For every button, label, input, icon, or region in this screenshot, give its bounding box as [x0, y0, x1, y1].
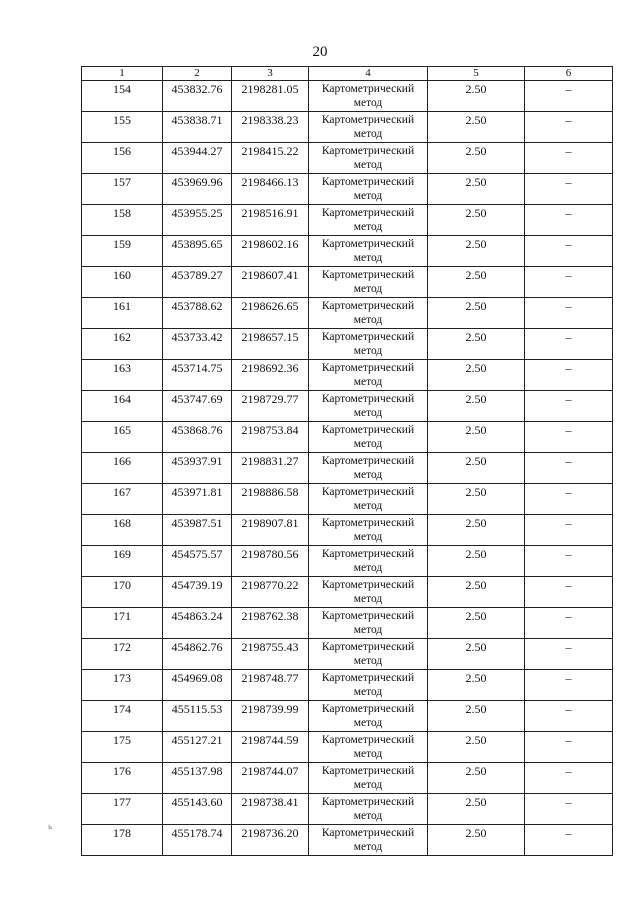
method-cell: Картометрический метод — [309, 205, 428, 236]
column-header-6: 6 — [525, 67, 613, 81]
point-number-cell: 174 — [82, 701, 163, 732]
table-row — [82, 825, 613, 856]
table-row — [82, 112, 613, 143]
accuracy-cell: 2.50 — [428, 112, 525, 143]
method-cell: Картометрический метод — [309, 143, 428, 174]
x-coordinate-cell: 454863.24 — [163, 608, 232, 639]
point-number-cell: 154 — [82, 81, 163, 112]
method-cell: Картометрический метод — [309, 112, 428, 143]
table-row — [82, 577, 613, 608]
y-coordinate-cell: 2198692.36 — [232, 360, 309, 391]
y-coordinate-cell: 2198748.77 — [232, 670, 309, 701]
x-coordinate-cell: 453832.76 — [163, 81, 232, 112]
accuracy-cell: 2.50 — [428, 484, 525, 515]
y-coordinate-cell: 2198780.56 — [232, 546, 309, 577]
y-coordinate-cell: 2198831.27 — [232, 453, 309, 484]
y-coordinate-cell: 2198736.20 — [232, 825, 309, 856]
accuracy-cell: 2.50 — [428, 732, 525, 763]
description-cell: – — [525, 267, 613, 298]
description-cell: – — [525, 422, 613, 453]
description-cell: – — [525, 236, 613, 267]
description-cell: – — [525, 794, 613, 825]
point-number-cell: 167 — [82, 484, 163, 515]
point-number-cell: 163 — [82, 360, 163, 391]
x-coordinate-cell: 453789.27 — [163, 267, 232, 298]
table-body — [82, 81, 613, 856]
y-coordinate-cell: 2198516.91 — [232, 205, 309, 236]
accuracy-cell: 2.50 — [428, 825, 525, 856]
point-number-cell: 170 — [82, 577, 163, 608]
method-cell: Картометрический метод — [309, 484, 428, 515]
table-row — [82, 608, 613, 639]
description-cell: – — [525, 763, 613, 794]
accuracy-cell: 2.50 — [428, 763, 525, 794]
x-coordinate-cell: 453714.75 — [163, 360, 232, 391]
accuracy-cell: 2.50 — [428, 329, 525, 360]
accuracy-cell: 2.50 — [428, 515, 525, 546]
accuracy-cell: 2.50 — [428, 267, 525, 298]
table-row — [82, 143, 613, 174]
x-coordinate-cell: 455115.53 — [163, 701, 232, 732]
method-cell: Картометрический метод — [309, 391, 428, 422]
y-coordinate-cell: 2198907.81 — [232, 515, 309, 546]
point-number-cell: 160 — [82, 267, 163, 298]
point-number-cell: 164 — [82, 391, 163, 422]
table-row — [82, 546, 613, 577]
description-cell: – — [525, 546, 613, 577]
accuracy-cell: 2.50 — [428, 453, 525, 484]
point-number-cell: 157 — [82, 174, 163, 205]
accuracy-cell: 2.50 — [428, 298, 525, 329]
x-coordinate-cell: 454969.08 — [163, 670, 232, 701]
y-coordinate-cell: 2198466.13 — [232, 174, 309, 205]
table-row — [82, 453, 613, 484]
accuracy-cell: 2.50 — [428, 422, 525, 453]
point-number-cell: 166 — [82, 453, 163, 484]
point-number-cell: 162 — [82, 329, 163, 360]
x-coordinate-cell: 453788.62 — [163, 298, 232, 329]
description-cell: – — [525, 639, 613, 670]
x-coordinate-cell: 453747.69 — [163, 391, 232, 422]
point-number-cell: 173 — [82, 670, 163, 701]
point-number-cell: 168 — [82, 515, 163, 546]
method-cell: Картометрический метод — [309, 670, 428, 701]
description-cell: – — [525, 701, 613, 732]
description-cell: – — [525, 608, 613, 639]
accuracy-cell: 2.50 — [428, 794, 525, 825]
description-cell: – — [525, 81, 613, 112]
y-coordinate-cell: 2198770.22 — [232, 577, 309, 608]
y-coordinate-cell: 2198739.99 — [232, 701, 309, 732]
column-header-3: 3 — [232, 67, 309, 81]
description-cell: – — [525, 205, 613, 236]
accuracy-cell: 2.50 — [428, 236, 525, 267]
accuracy-cell: 2.50 — [428, 360, 525, 391]
description-cell: – — [525, 391, 613, 422]
method-cell: Картометрический метод — [309, 546, 428, 577]
y-coordinate-cell: 2198626.65 — [232, 298, 309, 329]
x-coordinate-cell: 453733.42 — [163, 329, 232, 360]
x-coordinate-cell: 453955.25 — [163, 205, 232, 236]
description-cell: – — [525, 174, 613, 205]
x-coordinate-cell: 453971.81 — [163, 484, 232, 515]
method-cell: Картометрический метод — [309, 732, 428, 763]
point-number-cell: 156 — [82, 143, 163, 174]
method-cell: Картометрический метод — [309, 825, 428, 856]
table-row — [82, 391, 613, 422]
table-row — [82, 205, 613, 236]
method-cell: Картометрический метод — [309, 360, 428, 391]
table-row — [82, 763, 613, 794]
y-coordinate-cell: 2198744.59 — [232, 732, 309, 763]
point-number-cell: 159 — [82, 236, 163, 267]
x-coordinate-cell: 453838.71 — [163, 112, 232, 143]
y-coordinate-cell: 2198338.23 — [232, 112, 309, 143]
point-number-cell: 165 — [82, 422, 163, 453]
accuracy-cell: 2.50 — [428, 143, 525, 174]
point-number-cell: 172 — [82, 639, 163, 670]
table-row — [82, 329, 613, 360]
point-number-cell: 158 — [82, 205, 163, 236]
point-number-cell: 161 — [82, 298, 163, 329]
x-coordinate-cell: 454575.57 — [163, 546, 232, 577]
y-coordinate-cell: 2198744.07 — [232, 763, 309, 794]
x-coordinate-cell: 453987.51 — [163, 515, 232, 546]
method-cell: Картометрический метод — [309, 422, 428, 453]
point-number-cell: 169 — [82, 546, 163, 577]
point-number-cell: 178 — [82, 825, 163, 856]
y-coordinate-cell: 2198886.58 — [232, 484, 309, 515]
table-row — [82, 267, 613, 298]
point-number-cell: 171 — [82, 608, 163, 639]
method-cell: Картометрический метод — [309, 329, 428, 360]
description-cell: – — [525, 143, 613, 174]
y-coordinate-cell: 2198755.43 — [232, 639, 309, 670]
method-cell: Картометрический метод — [309, 701, 428, 732]
column-header-1: 1 — [82, 67, 163, 81]
y-coordinate-cell: 2198415.22 — [232, 143, 309, 174]
method-cell: Картометрический метод — [309, 267, 428, 298]
column-header-5: 5 — [428, 67, 525, 81]
point-number-cell: 175 — [82, 732, 163, 763]
accuracy-cell: 2.50 — [428, 670, 525, 701]
description-cell: – — [525, 329, 613, 360]
description-cell: – — [525, 825, 613, 856]
description-cell: – — [525, 577, 613, 608]
method-cell: Картометрический метод — [309, 174, 428, 205]
accuracy-cell: 2.50 — [428, 391, 525, 422]
description-cell: – — [525, 298, 613, 329]
accuracy-cell: 2.50 — [428, 546, 525, 577]
y-coordinate-cell: 2198607.41 — [232, 267, 309, 298]
description-cell: – — [525, 112, 613, 143]
coordinates-table — [81, 66, 613, 856]
description-cell: – — [525, 732, 613, 763]
y-coordinate-cell: 2198753.84 — [232, 422, 309, 453]
y-coordinate-cell: 2198738.41 — [232, 794, 309, 825]
x-coordinate-cell: 455178.74 — [163, 825, 232, 856]
x-coordinate-cell: 455137.98 — [163, 763, 232, 794]
description-cell: – — [525, 360, 613, 391]
x-coordinate-cell: 453868.76 — [163, 422, 232, 453]
accuracy-cell: 2.50 — [428, 608, 525, 639]
x-coordinate-cell: 453895.65 — [163, 236, 232, 267]
column-header-2: 2 — [163, 67, 232, 81]
table-row — [82, 298, 613, 329]
table-row — [82, 360, 613, 391]
x-coordinate-cell: 453969.96 — [163, 174, 232, 205]
description-cell: – — [525, 453, 613, 484]
x-coordinate-cell: 454739.19 — [163, 577, 232, 608]
y-coordinate-cell: 2198281.05 — [232, 81, 309, 112]
y-coordinate-cell: 2198762.38 — [232, 608, 309, 639]
x-coordinate-cell: 455143.60 — [163, 794, 232, 825]
y-coordinate-cell: 2198657.15 — [232, 329, 309, 360]
description-cell: – — [525, 515, 613, 546]
accuracy-cell: 2.50 — [428, 205, 525, 236]
table-header-row — [82, 67, 613, 81]
table-row — [82, 639, 613, 670]
table-row — [82, 732, 613, 763]
x-coordinate-cell: 454862.76 — [163, 639, 232, 670]
method-cell: Картометрический метод — [309, 453, 428, 484]
accuracy-cell: 2.50 — [428, 577, 525, 608]
margin-mark: ь — [48, 822, 53, 831]
table-row — [82, 484, 613, 515]
table-row — [82, 236, 613, 267]
description-cell: – — [525, 484, 613, 515]
method-cell: Картометрический метод — [309, 577, 428, 608]
table-row — [82, 515, 613, 546]
table-row — [82, 174, 613, 205]
method-cell: Картометрический метод — [309, 81, 428, 112]
table-row — [82, 670, 613, 701]
y-coordinate-cell: 2198602.16 — [232, 236, 309, 267]
point-number-cell: 176 — [82, 763, 163, 794]
x-coordinate-cell: 453937.91 — [163, 453, 232, 484]
point-number-cell: 155 — [82, 112, 163, 143]
accuracy-cell: 2.50 — [428, 81, 525, 112]
accuracy-cell: 2.50 — [428, 701, 525, 732]
table-row — [82, 794, 613, 825]
method-cell: Картометрический метод — [309, 236, 428, 267]
method-cell: Картометрический метод — [309, 794, 428, 825]
table-row — [82, 81, 613, 112]
description-cell: – — [525, 670, 613, 701]
accuracy-cell: 2.50 — [428, 174, 525, 205]
table-row — [82, 701, 613, 732]
y-coordinate-cell: 2198729.77 — [232, 391, 309, 422]
method-cell: Картометрический метод — [309, 608, 428, 639]
method-cell: Картометрический метод — [309, 639, 428, 670]
method-cell: Картометрический метод — [309, 515, 428, 546]
method-cell: Картометрический метод — [309, 298, 428, 329]
page-number: 20 — [312, 44, 328, 60]
x-coordinate-cell: 453944.27 — [163, 143, 232, 174]
accuracy-cell: 2.50 — [428, 639, 525, 670]
column-header-4: 4 — [309, 67, 428, 81]
table-row — [82, 422, 613, 453]
method-cell: Картометрический метод — [309, 763, 428, 794]
x-coordinate-cell: 455127.21 — [163, 732, 232, 763]
point-number-cell: 177 — [82, 794, 163, 825]
